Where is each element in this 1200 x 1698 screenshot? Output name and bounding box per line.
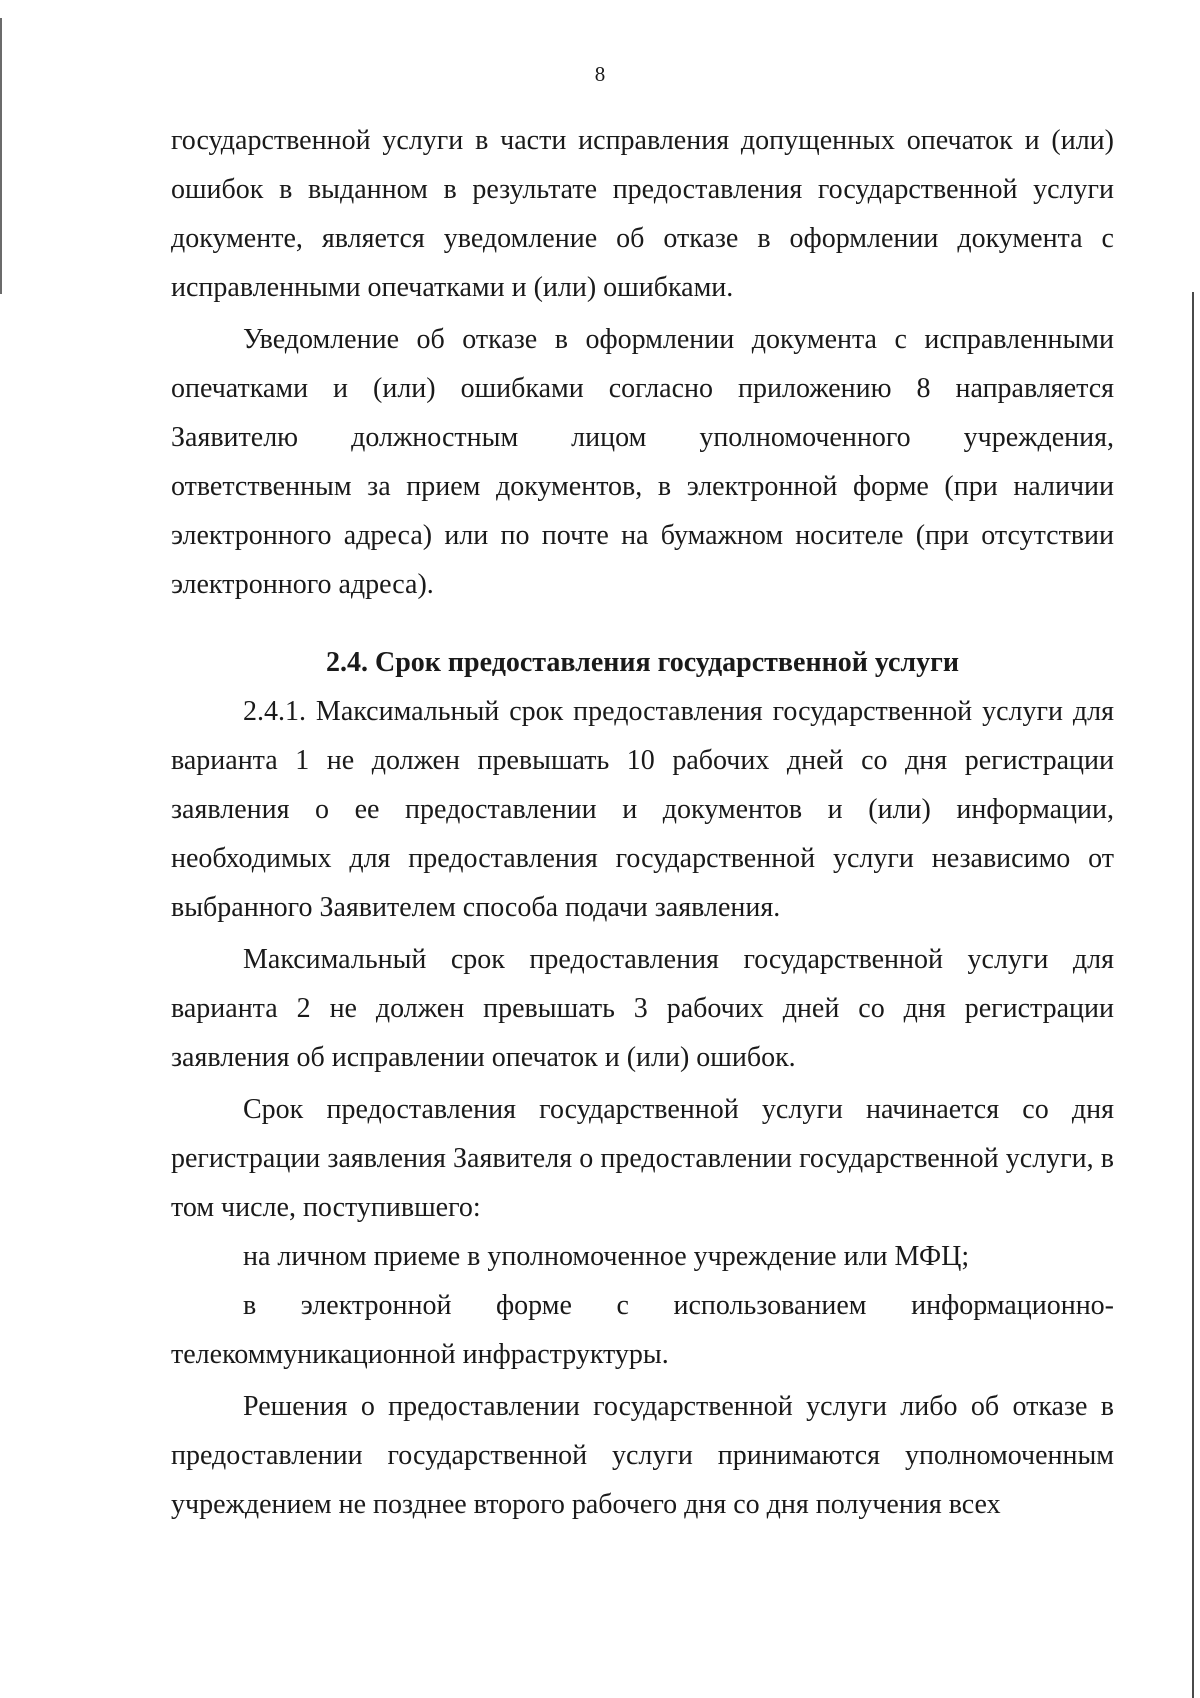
list-item-electronic: в электронной форме с использованием информационно-телекоммуникационной инфраструктуры. (171, 1290, 1114, 1370)
document-body (171, 116, 1114, 1529)
paragraph-variant-2: Максимальный срок предоставления государственной услуги для варианта 2 не должен превышать 3 рабочих дней со дня регистрации заявления об исправлении опечаток и (или) ошибок. (171, 944, 1114, 1073)
paragraph-2-4-1: 2.4.1. Максимальный срок предоставления государственной услуги для варианта 1 не должен превышать 10 рабочих дней со дня регистрации заявления о ее предоставлении и документов и (или) информации, необходимых для предоставления государственной услуги независимо от выбранного Заявителем способа подачи заявления. (171, 696, 1114, 923)
paragraph-term-start: Срок предоставления государственной услуги начинается со дня регистрации заявления Заявителя о предоставлении государственной услуги, в том числе, поступившего: (171, 1094, 1114, 1223)
section-heading: 2.4. Срок предоставления государственной услуги (326, 647, 959, 678)
paragraph-continuation: государственной услуги в части исправления допущенных опечаток и (или) ошибок в выданном в результате предоставления государственной услуги документе, является уведомление об отказе в оформлении документа с исправленными опечатками и (или) ошибками. (171, 125, 1114, 303)
paragraph-decisions: Решения о предоставлении государственной услуги либо об отказе в предоставлении государственной услуги принимаются уполномоченным учреждением не позднее второго рабочего дня со дня получения всех (171, 1391, 1114, 1520)
page-number: 8 (594, 62, 606, 86)
paragraph-notification: Уведомление об отказе в оформлении документа с исправленными опечатками и (или) ошибками согласно приложению 8 направляется Заявителю должностным лицом уполномоченного учреждения, ответственным за прием документов, в электронной форме (при наличии электронного адреса) или по почте на бумажном носителе (при отсутствии электронного адреса). (171, 324, 1114, 600)
list-item-personal: на личном приеме в уполномоченное учреждение или МФЦ; (243, 1241, 970, 1272)
scan-edge-right (1192, 292, 1194, 1698)
scan-edge-left (0, 18, 2, 294)
